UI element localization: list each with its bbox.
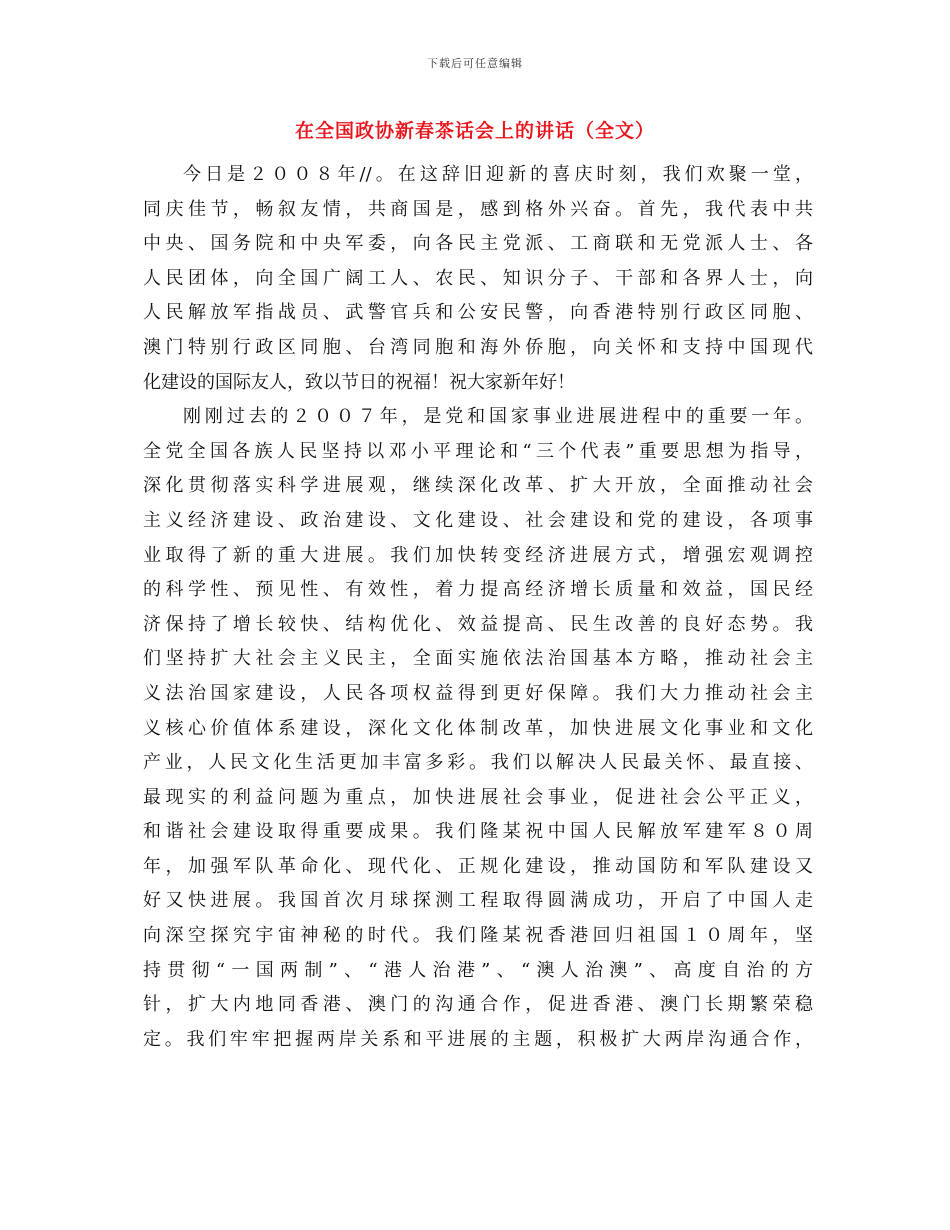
text-line: 向深空探究宇宙神秘的时代。我们隆某祝香港回归祖国１０周年，坚	[143, 925, 813, 947]
text-line: 化建设的国际友人，致以节日的祝福！祝大家新年好！	[143, 371, 575, 393]
text-line: 人民团体，向全国广阔工人、农民、知识分子、干部和各界人士，向	[143, 267, 813, 289]
text-line: 业取得了新的重大进展。我们加快转变经济进展方式，增强宏观调控	[143, 544, 813, 566]
text-line: 澳门特别行政区同胞、台湾同胞和海外侨胞，向关怀和支持中国现代	[143, 336, 813, 358]
text-line: 深化贯彻落实科学进展观，继续深化改革、扩大开放，全面推动社会	[143, 475, 813, 497]
text-line: 定。我们牢牢把握两岸关系和平进展的主题，积极扩大两岸沟通合作，	[143, 1028, 813, 1050]
text-line: 义法治国家建设，人民各项权益得到更好保障。我们大力推动社会主	[143, 682, 813, 704]
text-line: 持贯彻“一国两制”、“港人治港”、“澳人治澳”、高度自治的方	[143, 959, 813, 981]
text-line: 们坚持扩大社会主义民主，全面实施依法治国基本方略，推动社会主	[143, 648, 813, 670]
text-line: 年，加强军队革命化、现代化、正规化建设，推动国防和军队建设又	[143, 855, 813, 877]
text-line: 主义经济建设、政治建设、文化建设、社会建设和党的建设，各项事	[143, 509, 813, 531]
text-line: 同庆佳节，畅叙友情，共商国是，感到格外兴奋。首先，我代表中共	[143, 198, 813, 220]
text-line: 人民解放军指战员、武警官兵和公安民警，向香港特别行政区同胞、	[143, 302, 813, 324]
paragraph	[143, 158, 813, 400]
text-line: 济保持了增长较快、结构优化、效益提高、民生改善的良好态势。我	[143, 613, 813, 635]
text-line: 全党全国各族人民坚持以邓小平理论和“三个代表”重要思想为指导，	[143, 440, 813, 462]
document-title: 在全国政协新春茶话会上的讲话（全文）	[294, 120, 655, 142]
text-line: 产业，人民文化生活更加丰富多彩。我们以解决人民最关怀、最直接、	[143, 752, 813, 774]
text-line: 今日是２００８年//。在这辞旧迎新的喜庆时刻，我们欢聚一堂，	[183, 164, 813, 185]
text-line: 和谐社会建设取得重要成果。我们隆某祝中国人民解放军建军８０周	[143, 821, 813, 843]
text-line: 刚刚过去的２００７年，是党和国家事业进展进程中的重要一年。	[183, 406, 813, 428]
paragraph	[143, 400, 813, 1057]
page-header-note: 下载后可任意编辑	[427, 57, 523, 70]
text-line: 好又快进展。我国首次月球探测工程取得圆满成功，开启了中国人走	[143, 890, 813, 912]
text-line: 中央、国务院和中央军委，向各民主党派、工商联和无党派人士、各	[143, 233, 813, 255]
document-body	[143, 158, 813, 1057]
text-line: 针，扩大内地同香港、澳门的沟通合作，促进香港、澳门长期繁荣稳	[143, 994, 813, 1016]
text-line: 最现实的利益问题为重点，加快进展社会事业，促进社会公平正义，	[143, 786, 813, 808]
text-line: 义核心价值体系建设，深化文化体制改革，加快进展文化事业和文化	[143, 717, 813, 739]
text-line: 的科学性、预见性、有效性，着力提高经济增长质量和效益，国民经	[143, 579, 813, 601]
